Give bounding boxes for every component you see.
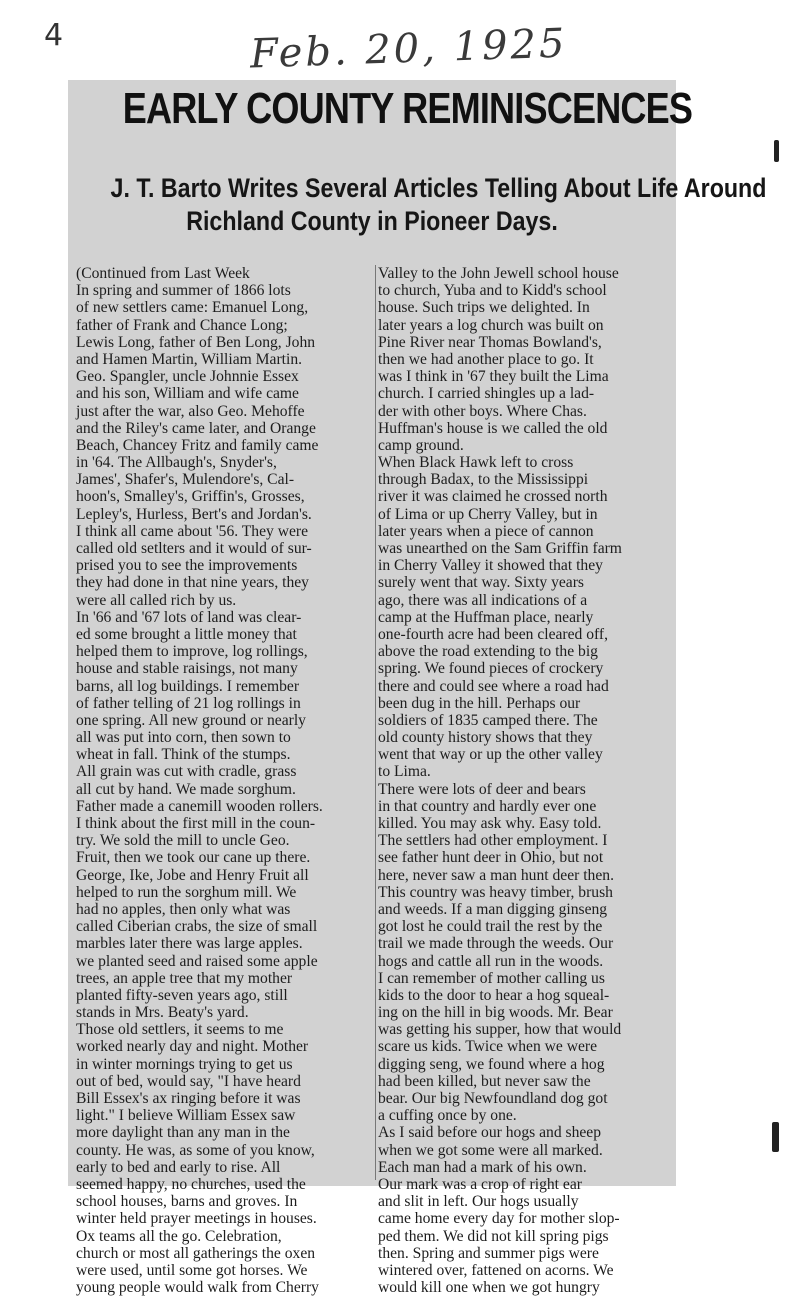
text-line: in winter mornings trying to get us: [76, 1055, 293, 1073]
text-line: camp at the Huffman place, nearly: [378, 608, 594, 626]
text-line: church. I carried shingles up a lad-: [378, 385, 595, 403]
text-line: barns, all log buildings. I remember: [76, 677, 300, 695]
text-line: try. We sold the mill to uncle Geo.: [76, 832, 290, 850]
subheadline-line-2: Richland County in Pioneer Days.: [186, 206, 558, 236]
text-line: in '64. The Allbaugh's, Snyder's,: [76, 454, 277, 472]
text-line: and weeds. If a man digging ginseng: [378, 900, 608, 918]
text-line: I can remember of mother calling us: [378, 969, 605, 987]
text-line: when we got some were all marked.: [378, 1141, 603, 1159]
text-line: ped them. We did not kill spring pigs: [378, 1227, 609, 1245]
text-line: All grain was cut with cradle, grass: [76, 763, 297, 781]
text-line: winter held prayer meetings in houses.: [76, 1210, 317, 1228]
subheadline-line-1: J. T. Barto Writes Several Articles Telling About Life Around: [110, 173, 767, 203]
text-line: worked nearly day and night. Mother: [76, 1038, 309, 1056]
text-line: Our mark was a crop of right ear: [378, 1175, 582, 1193]
text-line: I think about the first mill in the coun-: [76, 815, 316, 832]
text-line: here, never saw a man hunt deer then.: [378, 866, 614, 884]
text-line: they had done in that nine years, they: [76, 574, 309, 592]
text-line: As I said before our hogs and sheep: [378, 1124, 602, 1142]
text-line: came home every day for mother slop-: [378, 1210, 620, 1228]
text-line: then. Spring and summer pigs were: [378, 1244, 599, 1262]
text-line: In spring and summer of 1866 lots: [76, 282, 291, 300]
text-line: soldiers of 1835 camped there. The: [378, 711, 598, 729]
text-line: were all called rich by us.: [76, 591, 237, 609]
text-line: in that country and hardly ever one: [378, 797, 597, 815]
text-line: was getting his supper, how that would: [378, 1021, 622, 1039]
text-line: helped them to improve, log rollings,: [76, 643, 308, 661]
text-line: in Cherry Valley it showed that they: [378, 557, 603, 575]
newspaper-clipping: [68, 80, 767, 1296]
text-line: a cuffing once by one.: [378, 1107, 517, 1125]
text-line: helped to run the sorghum mill. We: [76, 883, 297, 901]
text-line: then we had another place to go. It: [378, 350, 594, 368]
text-line: George, Ike, Jobe and Henry Fruit all: [76, 866, 309, 884]
text-line: and Hamen Martin, William Martin.: [76, 350, 303, 368]
text-line: went that way or up the other valley: [378, 746, 603, 764]
text-line: later years when a piece of cannon: [378, 522, 594, 540]
text-line: stands in Mrs. Beaty's yard.: [76, 1004, 249, 1022]
text-line: Pine River near Thomas Bowland's,: [378, 333, 602, 351]
text-line: Ox teams all the go. Celebration,: [76, 1227, 282, 1245]
text-line: there and could see where a road had: [378, 677, 609, 695]
text-line: house and stable raisings, not many: [76, 660, 298, 678]
article-subheadline: [68, 172, 767, 238]
text-line: out of bed, would say, "I have heard: [76, 1072, 301, 1090]
text-line: hoon's, Smalley's, Griffin's, Grosses,: [76, 488, 305, 506]
text-line: digging seng, we found where a hog: [378, 1055, 605, 1073]
text-line: killed. You may ask why. Easy told.: [378, 815, 602, 832]
article-headline: EARLY COUNTY REMINISCENCES: [122, 84, 693, 133]
text-line: I think all came about '56. They were: [76, 522, 309, 540]
text-line: Valley to the John Jewell school house: [378, 265, 619, 282]
text-line: and slit in left. Our hogs usually: [378, 1193, 579, 1211]
article-column-left: [76, 265, 376, 1296]
text-line: been dug in the hill. Perhaps our: [378, 694, 581, 712]
text-line: trees, an apple tree that my mother: [76, 969, 293, 987]
text-line: old county history shows that they: [378, 729, 593, 747]
text-line: ed some brought a little money that: [76, 625, 297, 643]
text-line: all cut by hand. We made sorghum.: [76, 780, 296, 798]
text-line: When Black Hawk left to cross: [378, 454, 574, 472]
text-line: planted fifty-seven years ago, still: [76, 986, 288, 1004]
text-line: hogs and cattle all run in the woods.: [378, 952, 604, 970]
text-line: camp ground.: [378, 436, 464, 454]
text-line: was unearthed on the Sam Griffin farm: [378, 540, 622, 557]
text-line: called old setlters and it would of sur-: [76, 540, 312, 557]
text-line: called Ciberian crabs, the size of small: [76, 918, 318, 936]
text-line: scare us kids. Twice when we were: [378, 1038, 598, 1056]
text-line: bear. Our big Newfoundland dog got: [378, 1090, 608, 1107]
text-line: light." I believe William Essex saw: [76, 1107, 296, 1125]
text-line: early to bed and early to rise. All: [76, 1158, 281, 1176]
text-line: of father telling of 21 log rollings in: [76, 694, 301, 712]
text-line: Huffman's house is we called the old: [378, 419, 608, 437]
text-line: was I think in '67 they built the Lima: [378, 368, 609, 386]
text-line: There were lots of deer and bears: [378, 780, 586, 798]
text-line: had no apples, then only what was: [76, 900, 291, 918]
text-line: prised you to see the improvements: [76, 557, 298, 575]
text-line: to church, Yuba and to Kidd's school: [378, 282, 607, 300]
text-line: house. Such trips we delighted. In: [378, 299, 590, 317]
text-line: later years a log church was built on: [378, 316, 604, 334]
text-line: to Lima.: [378, 763, 431, 781]
text-line: Fruit, then we took our cane up there.: [76, 849, 311, 867]
binding-mark: [772, 1122, 779, 1152]
text-line: see father hunt deer in Ohio, but not: [378, 849, 604, 867]
text-line: would kill one when we got hungry: [378, 1279, 600, 1296]
text-line: through Badax, to the Mississippi: [378, 471, 589, 489]
text-line: Bill Essex's ax ringing before it was: [76, 1090, 301, 1107]
text-line: spring. We found pieces of crockery: [378, 660, 604, 678]
text-line: Beach, Chancey Fritz and family came: [76, 436, 319, 454]
text-line: surely went that way. Sixty years: [378, 574, 584, 592]
text-line: der with other boys. Where Chas.: [378, 402, 587, 420]
text-line: and his son, William and wife came: [76, 385, 299, 403]
text-line: Father made a canemill wooden rollers.: [76, 797, 323, 815]
text-line: ing on the hill in big woods. Mr. Bear: [378, 1004, 613, 1022]
text-line: one spring. All new ground or nearly: [76, 711, 306, 729]
text-line: were used, until some got horses. We: [76, 1261, 308, 1279]
text-line: Those old settlers, it seems to me: [76, 1021, 284, 1039]
text-line: more daylight than any man in the: [76, 1124, 290, 1142]
text-line: of Lima or up Cherry Valley, but in: [378, 505, 598, 523]
text-line: The settlers had other employment. I: [378, 832, 608, 850]
text-line: ago, there was all indications of a: [378, 591, 588, 609]
text-line: Each man had a mark of his own.: [378, 1158, 587, 1176]
text-line: just after the war, also Geo. Mehoffe: [76, 402, 305, 420]
text-line: This country was heavy timber, brush: [378, 883, 613, 901]
text-line: school houses, barns and groves. In: [76, 1193, 298, 1211]
text-line: father of Frank and Chance Long;: [76, 316, 288, 334]
text-line: young people would walk from Cherry: [76, 1279, 319, 1296]
text-line: river it was claimed he crossed north: [378, 488, 608, 506]
text-line: one-fourth acre had been cleared off,: [378, 625, 609, 643]
text-line: county. He was, as some of you know,: [76, 1141, 315, 1159]
text-line: James', Shafer's, Mulendore's, Cal-: [76, 471, 295, 489]
handwritten-date: Feb. 20, 1925: [249, 20, 569, 78]
text-line: we planted seed and raised some apple: [76, 952, 318, 970]
text-line: In '66 and '67 lots of land was clear-: [76, 608, 302, 626]
text-line: church or most all gatherings the oxen: [76, 1244, 316, 1262]
text-line: of new settlers came: Emanuel Long,: [76, 299, 309, 317]
text-line: wheat in fall. Think of the stumps.: [76, 746, 291, 764]
text-line: above the road extending to the big: [378, 643, 598, 661]
text-line: seemed happy, no churches, used the: [76, 1175, 306, 1193]
text-line: all was put into corn, then sown to: [76, 729, 291, 747]
binding-mark: [774, 140, 779, 162]
text-line: (Continued from Last Week: [76, 265, 250, 282]
text-line: wintered over, fattened on acorns. We: [378, 1261, 614, 1279]
text-line: had been killed, but never saw the: [378, 1072, 591, 1090]
text-line: trail we made through the weeds. Our: [378, 935, 614, 953]
text-line: Lewis Long, father of Ben Long, John: [76, 333, 316, 351]
text-line: marbles later there was large apples.: [76, 935, 303, 953]
page-number: 4: [44, 18, 64, 53]
text-line: and the Riley's came later, and Orange: [76, 419, 316, 437]
text-line: Geo. Spangler, uncle Johnnie Essex: [76, 368, 299, 386]
text-line: Lepley's, Hurless, Bert's and Jordan's.: [76, 505, 312, 523]
text-line: kids to the door to hear a hog squeal-: [378, 986, 610, 1004]
column-divider: [375, 265, 376, 1180]
text-line: got lost he could trail the rest by the: [378, 918, 603, 936]
article-column-right: [378, 265, 678, 1296]
